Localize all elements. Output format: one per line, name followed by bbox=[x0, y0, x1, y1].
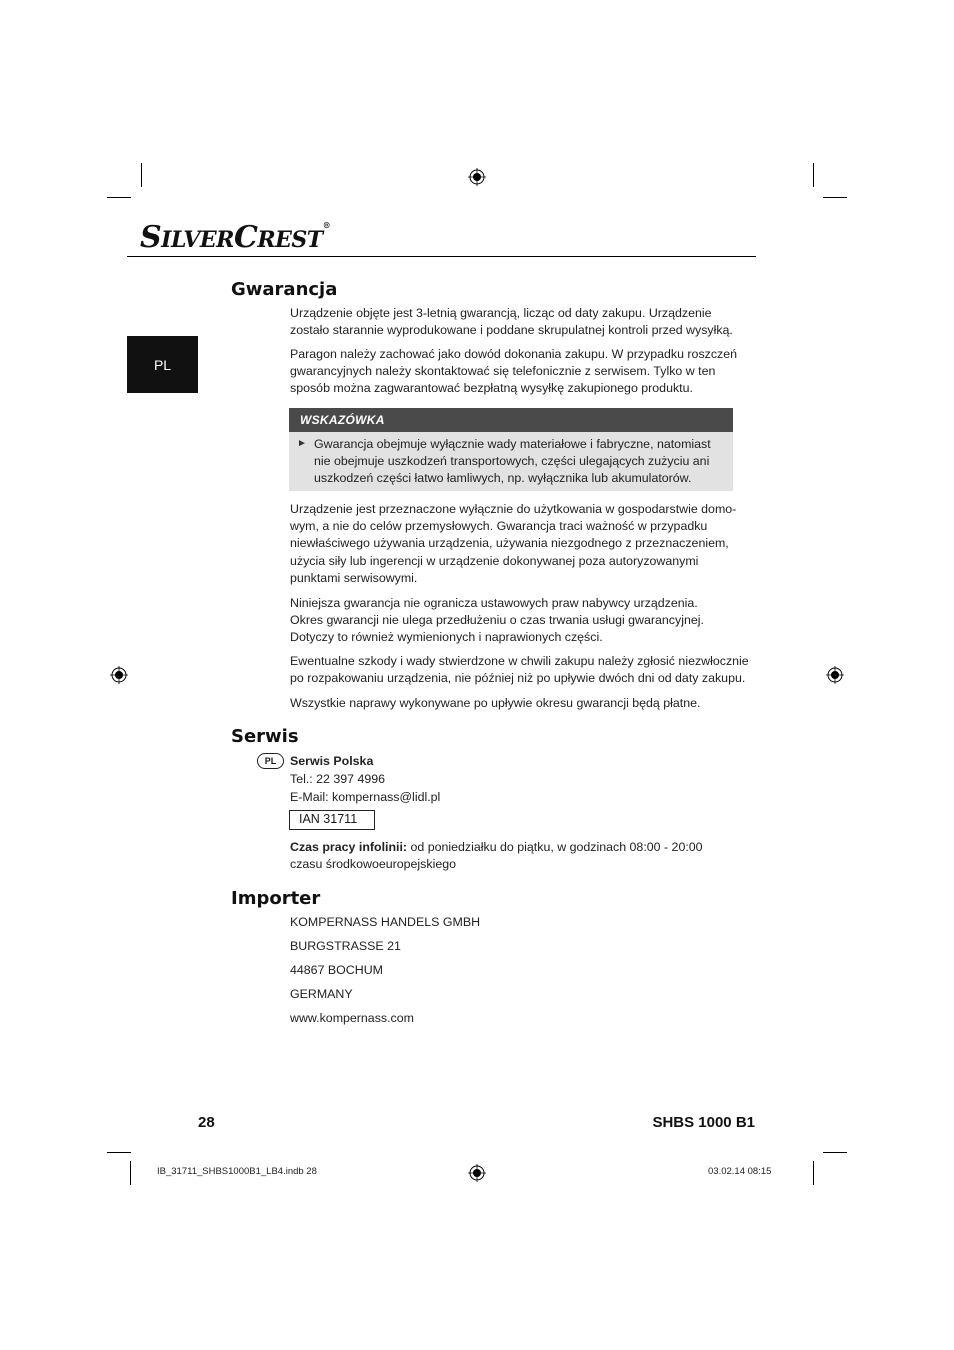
section-heading-warranty: Gwarancja bbox=[231, 279, 338, 300]
service-contact bbox=[290, 753, 735, 807]
crop-mark bbox=[823, 1152, 847, 1153]
note-title: WSKAZÓWKA bbox=[289, 408, 733, 432]
importer-city: 44867 BOCHUM bbox=[290, 963, 383, 977]
warranty-paragraph-2: Paragon należy zachować jako dowód dokonania zakupu. W przypadku roszczeń gwarancyjnych należy skontaktować się telefonicznie z serwisem. Tylko w ten sposób można zagwarantować bezpłatną wysyłkę zakupionego produktu. bbox=[290, 347, 738, 396]
crop-mark bbox=[107, 197, 131, 198]
registration-mark-icon bbox=[826, 666, 844, 684]
service-name: Serwis Polska bbox=[290, 754, 374, 768]
crop-mark bbox=[823, 197, 847, 198]
registration-mark-icon bbox=[468, 1164, 486, 1182]
warranty-paragraph-4: Niniejsza gwarancja nie ogranicza ustawowych praw nabywcy urządzenia. Okres gwarancji nie ulega przedłużeniu o czas trwania usługi gwarancyjnej. Dotyczy to również wymienionych i naprawionych części. bbox=[290, 596, 704, 645]
crop-mark bbox=[107, 1152, 131, 1153]
crop-mark bbox=[141, 163, 142, 187]
crop-mark bbox=[813, 163, 814, 187]
importer-website: www.kompernass.com bbox=[290, 1011, 414, 1025]
model-name: SHBS 1000 B1 bbox=[652, 1114, 755, 1131]
print-slug-date: 03.02.14 08:15 bbox=[708, 1166, 772, 1177]
importer-street: BURGSTRASSE 21 bbox=[290, 939, 401, 953]
warranty-paragraph-5: Ewentualne szkody i wady stwierdzone w chwili zakupu należy zgłosić niezwłocznie po rozpakowaniu urządzenia, nie później niż po upływie dwóch dni od daty zakupu. bbox=[290, 654, 749, 686]
service-email: E-Mail: kompernass@lidl.pl bbox=[290, 790, 441, 805]
registration-mark-icon bbox=[468, 168, 486, 186]
registration-mark-icon bbox=[110, 666, 128, 684]
header-rule bbox=[127, 256, 756, 257]
arrow-right-icon: ► bbox=[297, 438, 307, 449]
country-badge: PL bbox=[257, 753, 284, 769]
warranty-paragraph-6: Wszystkie naprawy wykonywane po upływie okresu gwarancji będą płatne. bbox=[290, 696, 701, 710]
ian-number: IAN 31711 bbox=[289, 810, 375, 830]
section-heading-service: Serwis bbox=[231, 726, 299, 747]
print-slug-file: IB_31711_SHBS1000B1_LB4.indb 28 bbox=[157, 1166, 317, 1177]
importer-company: KOMPERNASS HANDELS GMBH bbox=[290, 915, 481, 929]
service-hours: Czas pracy infolinii: od poniedziałku do piątku, w godzinach 08:00 - 20:00 czasu środkowoeuropejskiego bbox=[290, 840, 703, 872]
language-tab: PL bbox=[127, 336, 198, 393]
warranty-paragraph-3: Urządzenie jest przeznaczone wyłącznie do użytkowania w gospodarstwie domo- wym, a nie do celów przemysłowych. Gwarancja traci ważność w przypadku niewłaściwego używania urządzenia, używania niezgodnego z przeznaczeniem, użycia siły lub ingerencji w urządzenie dokonywanej poza autoryzowanymi punktami serwisowymi. bbox=[290, 502, 737, 585]
note-text: Gwarancja obejmuje wyłącznie wady materiałowe i fabryczne, natomiast nie obejmuje uszkodzeń transportowych, części ulegających zużyciu ani uszkodzeń części łatwo łamliwych, np. wyłącznika lub akumulatorów. bbox=[314, 437, 711, 486]
crop-mark bbox=[813, 1161, 814, 1185]
warranty-paragraph-1: Urządzenie objęte jest 3-letnią gwarancją, licząc od daty zakupu. Urządzenie zostało starannie wyprodukowane i poddane skrupulatnej kontroli przed wysyłką. bbox=[290, 306, 733, 338]
brand-logo: SILVERCREST® bbox=[140, 220, 331, 255]
page-number: 28 bbox=[198, 1114, 215, 1131]
section-heading-importer: Importer bbox=[231, 888, 321, 909]
importer-country: GERMANY bbox=[290, 987, 353, 1001]
crop-mark bbox=[130, 1161, 131, 1185]
service-phone: Tel.: 22 397 4996 bbox=[290, 772, 386, 787]
